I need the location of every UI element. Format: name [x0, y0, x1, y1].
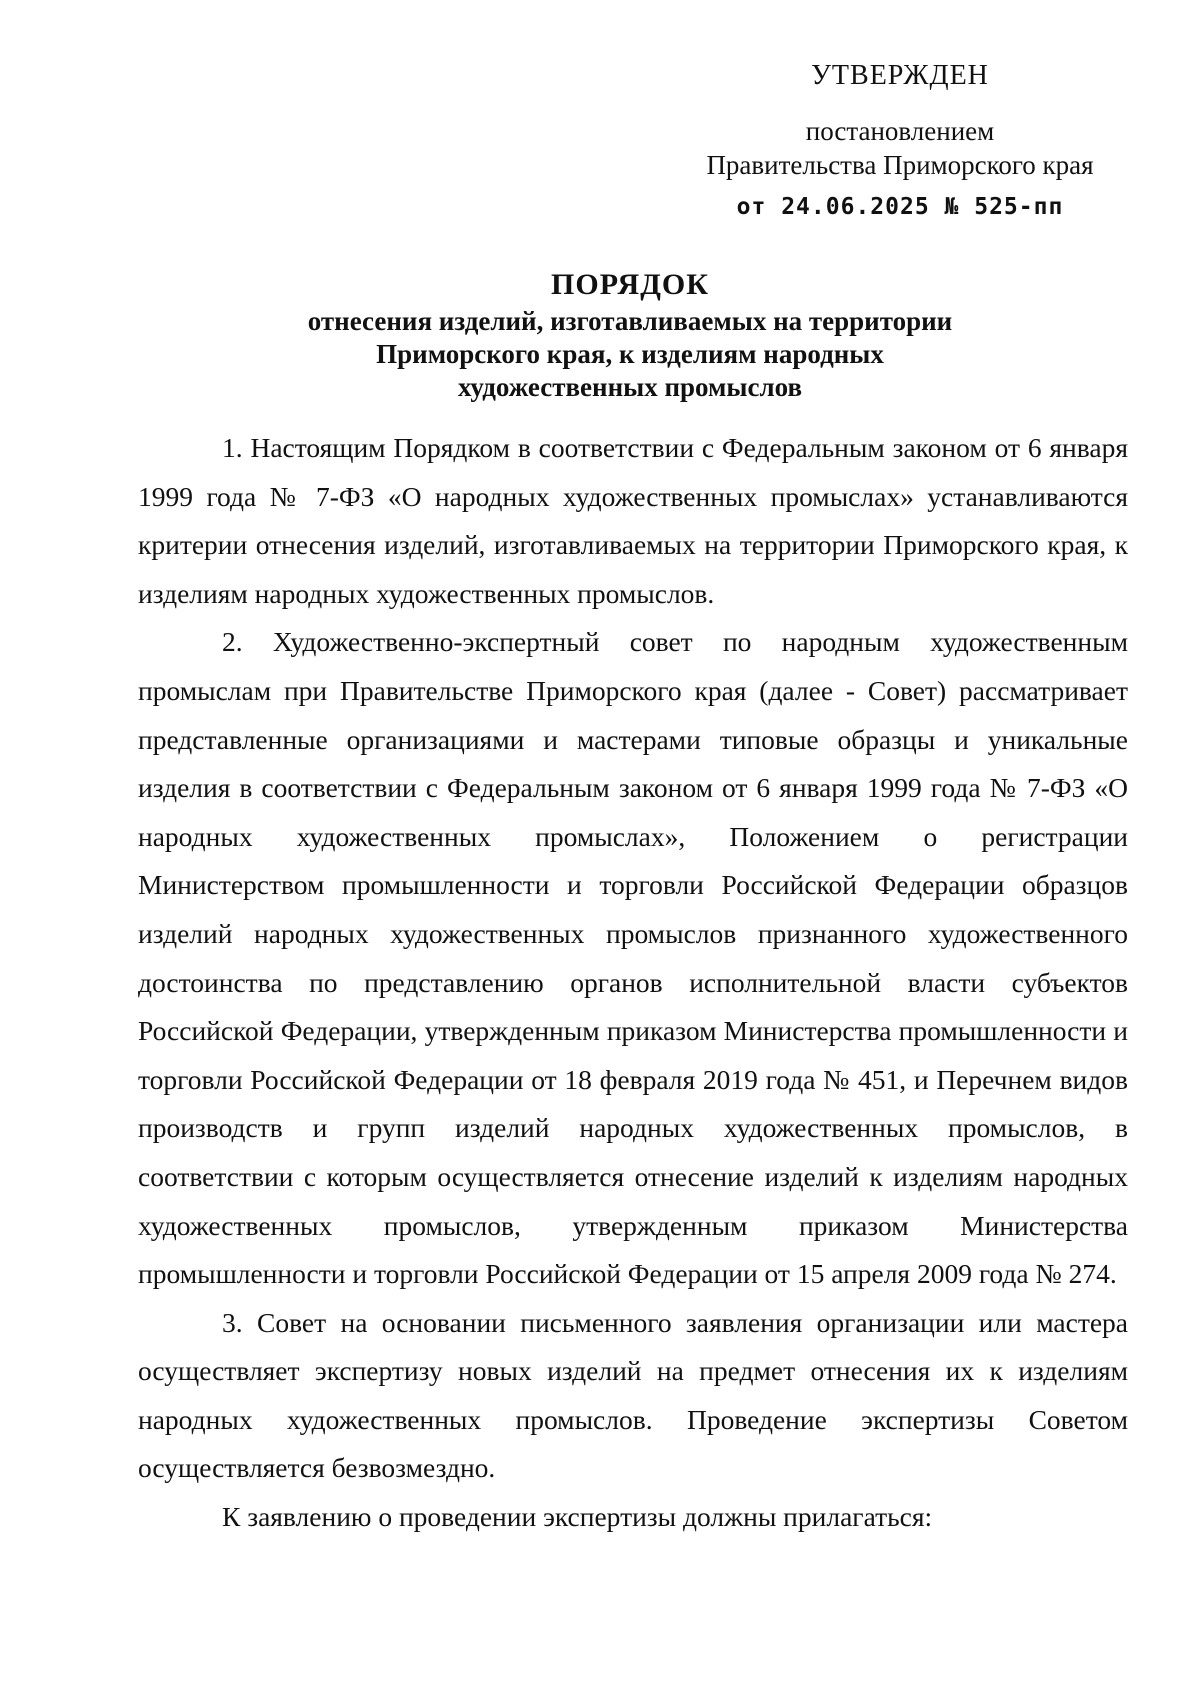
document-body [138, 424, 1128, 1542]
document-heading [200, 268, 1060, 404]
paragraph-1: 1. Настоящим Порядком в соответствии с Федеральным законом от 6 января 1999 года № 7-ФЗ «О народных художественных промыслах» устанавливаются критерии отнесения изделий, изготавливаемых на территории Приморского края, к изделиям народных художественных промыслов. [138, 432, 1128, 609]
paragraph-2: 2. Художественно-экспертный совет по народным художественным промыслам при Правительстве Приморского края (далее - Совет) рассматривает представленные организациями и мастерами типовые образцы и уникальные изделия в соответствии с Федеральным законом от 6 января 1999 года № 7-ФЗ «О народных художественных промыслах», Положением о регистрации Министерством промышленности и торговли Российской Федерации образцов изделий народных художественных промыслов признанного художественного достоинства по представлению органов исполнительной власти субъектов Российской Федерации, утвержденным приказом Министерства промышленности и торговли Российской Федерации от 18 февраля 2019 года № 451, и Перечнем видов производств и групп изделий народных художественных промыслов, в соответствии с которым осуществляется отнесение изделий к изделиям народных художественных промыслов, утвержденным приказом Министерства промышленности и торговли Российской Федерации от 15 апреля 2009 года № 274. [138, 626, 1128, 1290]
heading-line-1: отнесения изделий, изготавливаемых на территории [307, 306, 953, 336]
approval-date-number-stamp: от 24.06.2025 № 525-пп [736, 194, 1064, 220]
paragraph-3: 3. Совет на основании письменного заявления организации или мастера осуществляет экспертизу новых изделий на предмет отнесения их к изделиям народных художественных промыслов. Проведение экспертизы Советом осуществляется безвозмездно. [138, 1306, 1128, 1484]
approval-line-1: постановлением [805, 116, 995, 146]
approval-line-2: Правительства Приморского края [706, 150, 1094, 180]
heading-line-3: художественных промыслов [457, 372, 803, 402]
heading-title: ПОРЯДОК [551, 268, 709, 301]
heading-line-2: Приморского края, к изделиям народных [376, 339, 884, 369]
approval-approved: УТВЕРЖДЕН [811, 60, 989, 91]
paragraph-4: К заявлению о проведении экспертизы должны прилагаться: [222, 1501, 933, 1533]
